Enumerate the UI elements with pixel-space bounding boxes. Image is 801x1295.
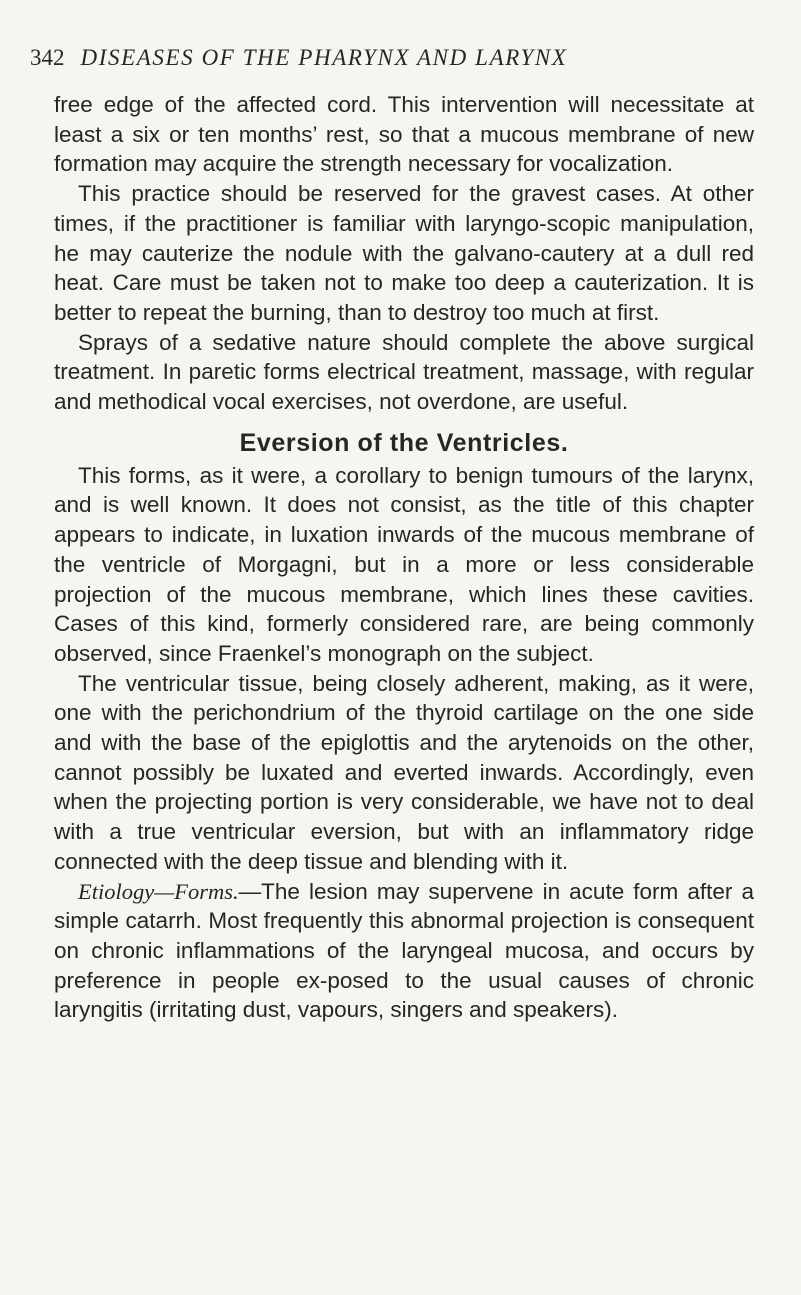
paragraph-sprays: Sprays of a sedative nature should complete the above surgical treatment. In paretic forms electrical treatment, massage, with regular and methodical vocal exercises, not overdone, are useful. bbox=[54, 329, 754, 415]
etiology-lead: Etiology—Forms. bbox=[78, 878, 239, 904]
paragraph-continuation: free edge of the affected cord. This intervention will necessitate at least a six or ten months’ rest, so that a mucous membrane of new formation may acquire the strength necessary for vocalization. bbox=[54, 92, 754, 177]
page-number: 342 bbox=[30, 45, 65, 70]
paragraph-etiology bbox=[54, 877, 754, 1026]
running-head bbox=[30, 40, 790, 76]
paragraph-cauterization: This practice should be reserved for the gravest cases. At other times, if the practitioner is familiar with laryngo-scopic manipulation, he may cauterize the nodule with the galvano-cautery at a dull red heat. Care must be taken not to make too deep a cauterization. It is better to repeat the burning, than to destroy too much at first. bbox=[54, 181, 754, 325]
body-text bbox=[54, 90, 754, 1025]
etiology-text: —The lesion may supervene in acute form after a simple catarrh. Most frequently this abnormal projection is consequent on chronic inflammations of the laryngeal mucosa, and occurs by preference in people ex-posed to the usual causes of chronic laryngitis (irritating dust, vapours, singers and speakers). bbox=[54, 878, 754, 1023]
running-title: DISEASES OF THE PHARYNX AND LARYNX bbox=[80, 45, 568, 70]
paragraph-ventricular-tissue: The ventricular tissue, being closely adherent, making, as it were, one with the perichondrium of the thyroid cartilage on the one side and with the base of the epiglottis and the arytenoids on the other, cannot possibly be luxated and everted inwards. Accordingly, even when the projecting portion is very considerable, we have not to deal with a true ventricular eversion, but with an inflammatory ridge connected with the deep tissue and blending with it. bbox=[54, 670, 754, 874]
paragraph-corollary: This forms, as it were, a corollary to benign tumours of the larynx, and is well known. It does not consist, as the title of this chapter appears to indicate, in luxation inwards of the mucous membrane of the ventricle of Morgagni, but in a more or less considerable projection of the mucous membrane, which lines these cavities. Cases of this kind, formerly considered rare, are being commonly observed, since Fraenkel’s monograph on the subject. bbox=[54, 462, 754, 666]
section-heading: Eversion of the Ventricles. bbox=[239, 428, 569, 457]
